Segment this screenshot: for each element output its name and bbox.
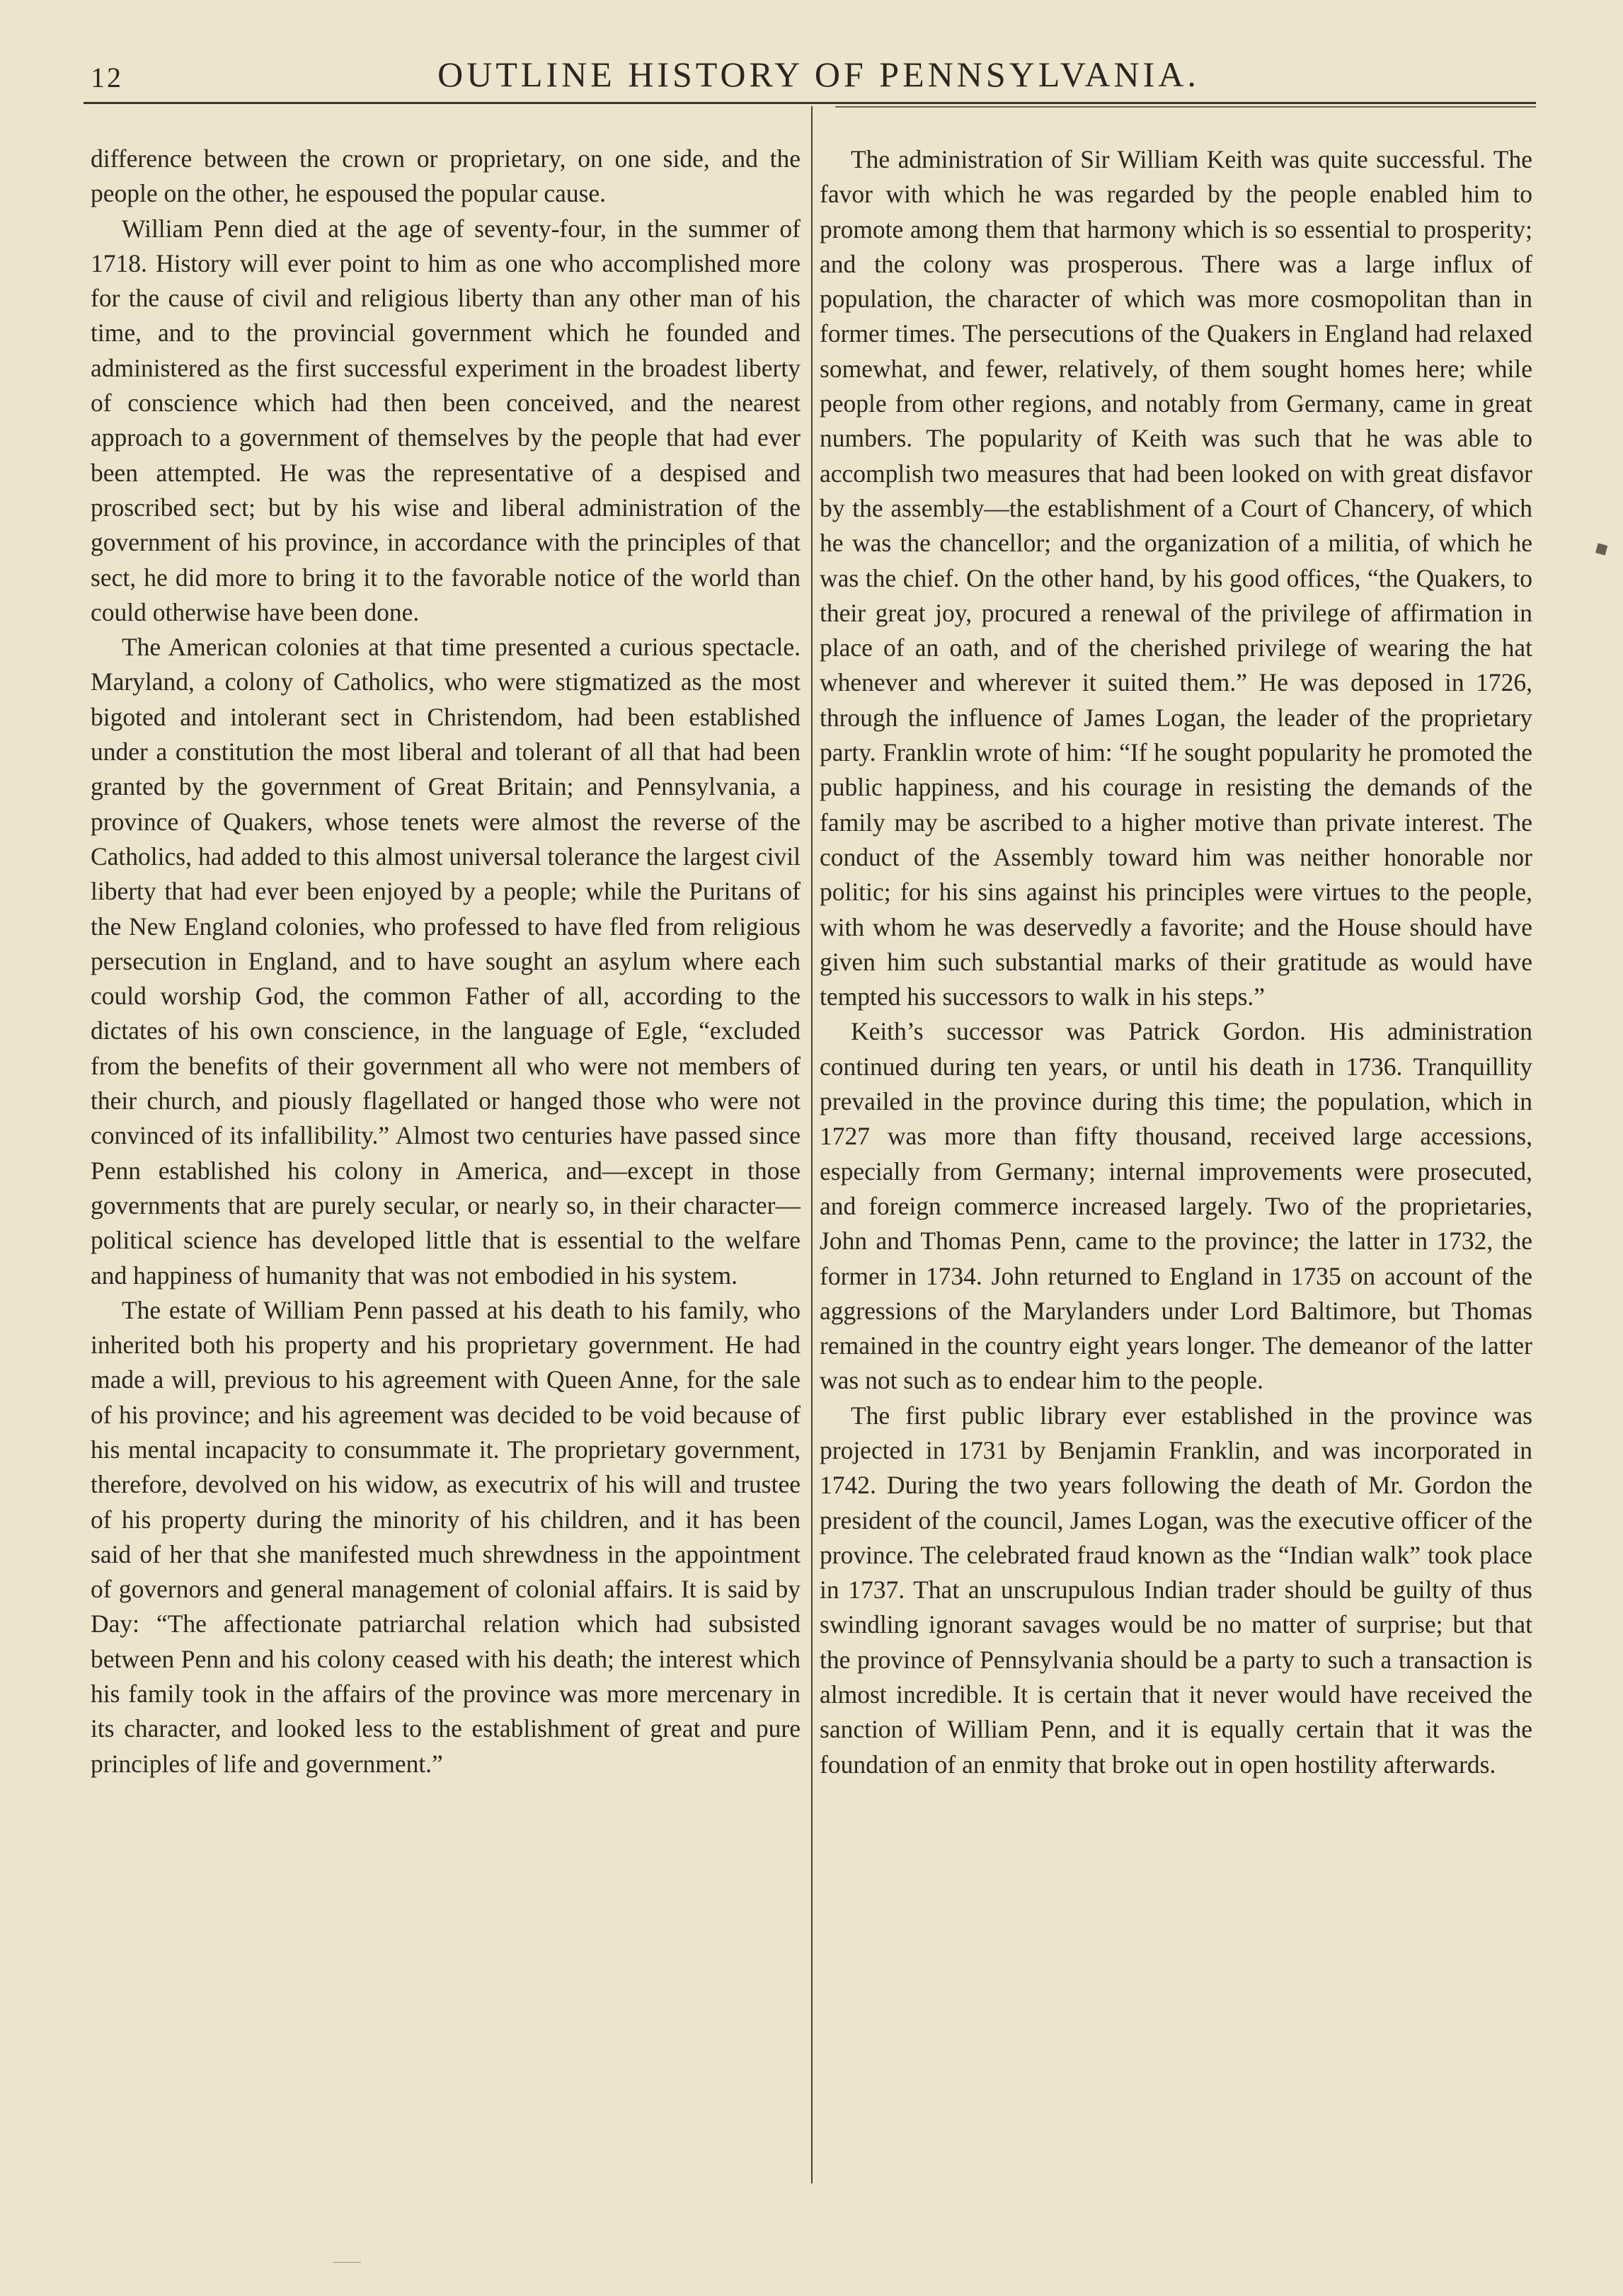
running-title: OUTLINE HISTORY OF PENNSYLVANIA.: [437, 54, 1200, 94]
right-paragraph-2: Keith’s successor was Patrick Gordon. His administration continued during ten years, or until his death in 1736. Tranquillity prevailed in the province during this time; the population, which in 1727 was more than fifty thousand, received large accessions, especially from Germany; internal improvements were prosecuted, and foreign commerce increased largely. Two of the proprietaries, John and Thomas Penn, came to the province; the latter in 1732, the former in 1734. John returned to England in 1735 on account of the aggressions of the Marylanders under Lord Baltimore, but Thomas remained in the country eight years longer. The demeanor of the latter was not such as to endear him to the people.: [820, 1017, 1532, 1395]
header-rule-secondary: [835, 106, 1536, 108]
footer-mark: [333, 2262, 361, 2263]
right-column: [820, 142, 1532, 1782]
right-paragraph-1: The administration of Sir William Keith was quite successful. The favor with which he was regarded by the people enabled him to promote among them that harmony which is so essential to prosperity; and the colony was prosperous. There was a large influx of population, the character of which was more cosmopolitan than in former times. The persecutions of the Quakers in England had relaxed somewhat, and fewer, relatively, of them sought homes here; while people from other regions, and notably from Germany, came in great numbers. The popularity of Keith was such that he was able to accomplish two measures that had been looked on with great disfavor by the assembly—the establishment of a Court of Chancery, of which he was the chancellor; and the organization of a militia, of which he was the chief. On the other hand, by his good offices, “the Quakers, to their great joy, procured a renewal of the privilege of affirmation in place of an oath, and of the cherished privilege of wearing the hat whenever and wherever it suited them.” He was deposed in 1726, through the influence of James Logan, the leader of the proprietary party. Franklin wrote of him: “If he sought popularity he promoted the public happiness, and his courage in resisting the demands of the family may be ascribed to a higher motive than private interest. The conduct of the Assembly toward him was neither honorable nor politic; for his sins against his principles were virtues to the people, with whom he was deservedly a favorite; and the House should have given him such substantial marks of their gratitude as would have tempted his successors to walk in his steps.”: [820, 145, 1532, 1011]
header-rule: [84, 102, 1536, 104]
page-number: 12: [91, 62, 123, 93]
left-paragraph-2: William Penn died at the age of seventy-four, in the summer of 1718. History will ever point to him as one who accomplished more for the cause of civil and religious liberty than any other man of his time, and to the provincial government which he founded and administered as the first successful experiment in the broadest liberty of conscience which had then been conceived, and the nearest approach to a government of themselves by the people that had ever been attempted. He was the representative of a despised and proscribed sect; but by his wise and liberal administration of the government of his province, in accordance with the principles of that sect, he did more to bring it to the favorable notice of the world than could otherwise have been done.: [91, 214, 801, 626]
left-paragraph-3: The American colonies at that time presented a curious spectacle. Maryland, a colony of Catholics, who were stigmatized as the most bigoted and intolerant sect in Christendom, had been established under a constitution the most liberal and tolerant of all that had been granted by the government of Great Britain; and Pennsylvania, a province of Quakers, whose tenets were almost the reverse of the Catholics, had added to this almost universal tolerance the largest civil liberty that had ever been enjoyed by a people; while the Puritans of the New England colonies, who professed to have fled from religious persecution in England, and to have sought an asylum where each could worship God, the common Father of all, according to the dictates of his own conscience, in the language of Egle, “excluded from the benefits of their government all who were not members of their church, and piously flagellated or hanged those who were not convinced of its infallibility.” Almost two centuries have passed since Penn established his colony in America, and—except in those governments that are purely secular, or nearly so, in their character—political science has developed little that is essential to the welfare and happiness of humanity that was not embodied in his system.: [91, 633, 801, 1290]
right-paragraph-3: The first public library ever established in the province was projected in 1731 by Benjamin Franklin, and was incorporated in 1742. During the two years following the death of Mr. Gordon the president of the council, James Logan, was the executive officer of the province. The celebrated fraud known as the “Indian walk” took place in 1737. That an unscrupulous Indian trader should be guilty of thus swindling ignorant savages would be no matter of surprise; but that the province of Pennsylvania should be a party to such a transaction is almost incredible. It is certain that it never would have received the sanction of William Penn, and it is equally certain that it was the foundation of an enmity that broke out in open hostility afterwards.: [820, 1401, 1532, 1779]
ink-mark-icon: ◆: [1589, 536, 1612, 561]
left-column: [91, 142, 801, 1781]
left-paragraph-4: The estate of William Penn passed at his death to his family, who inherited both his property and his proprietary government. He had made a will, previous to his agreement with Queen Anne, for the sale of his province; and his agreement was decided to be void because of his mental incapacity to consummate it. The proprietary government, therefore, devolved on his widow, as executrix of his will and trustee of his property during the minority of his children, and it has been said of her that she manifested much shrewdness in the appointment of governors and general management of colonial affairs. It is said by Day: “The affectionate patriarchal relation which had subsisted between Penn and his colony ceased with his death; the interest which his family took in the affairs of the province was more mercenary in its character, and looked less to the establishment of great and pure principles of life and government.”: [91, 1295, 801, 1778]
column-divider: [811, 106, 813, 2183]
left-paragraph-1: difference between the crown or proprietary, on one side, and the people on the other, he espoused the popular cause.: [91, 144, 801, 208]
